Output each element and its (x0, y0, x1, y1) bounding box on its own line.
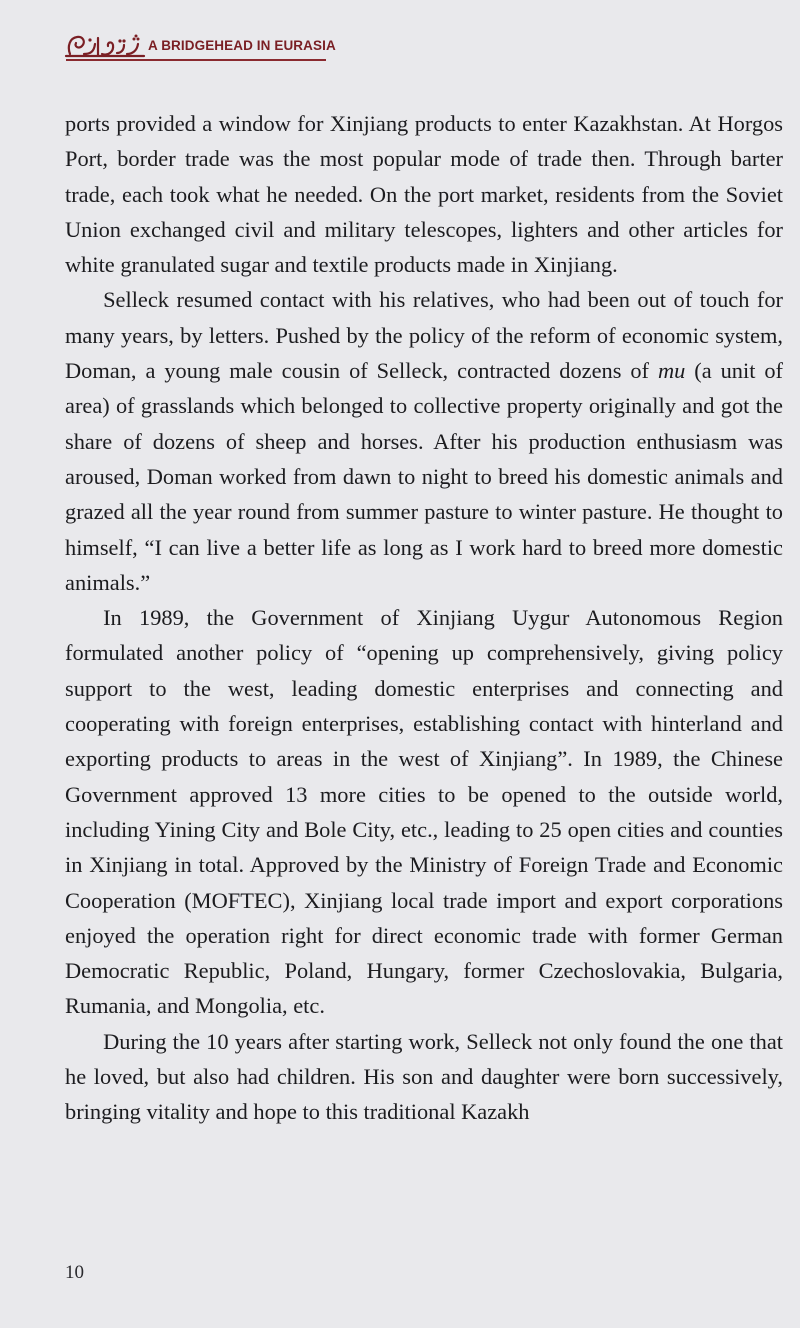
paragraph-1 (65, 106, 783, 282)
italic-term: mu (657, 358, 686, 384)
paragraph-text: Selleck resumed contact with his relatives, who had been out of touch for many years, by letters. Pushed by the policy of the reform of economic system, Doman, a young male cousin of Selleck, contracted dozens of (65, 287, 783, 384)
paragraph-text: In 1989, the Government of Xinjiang Uygur Autonomous Region formulated another policy of “opening up comprehensively, giving policy support to the west, leading domestic enterprises and connecting and cooperating with foreign enterprises, establishing contact with hinterland and exporting products to areas in the west of Xinjiang”. In 1989, the Chinese Government approved 13 more cities to be opened to the outside world, including Yining City and Bole City, etc., leading to 25 open cities and counties in Xinjiang in total. Approved by the Ministry of Foreign Trade and Economic Cooperation (MOFTEC), Xinjiang local trade import and export corporations enjoyed the operation right for direct economic trade with former German Democratic Republic, Poland, Hungary, former Czechoslovakia, Bulgaria, Rumania, and Mongolia, etc. (65, 605, 783, 1019)
xinjiang-calligraphy-logo-icon (64, 32, 146, 60)
body-text (65, 106, 783, 1130)
paragraph-2 (65, 282, 783, 600)
series-title: A BRIDGEHEAD IN EURASIA (148, 38, 336, 53)
paragraph-text: During the 10 years after starting work, Selleck not only found the one that he loved, but also had children. His son and daughter were born successively, bringing vitality and hope to this traditional Kazakh (65, 1028, 783, 1125)
paragraph-3 (65, 600, 783, 1024)
paragraph-4 (65, 1024, 783, 1130)
header-rule (66, 59, 326, 61)
paragraph-text: ports provided a window for Xinjiang products to enter Kazakhstan. At Horgos Port, border trade was the most popular mode of trade then. Through barter trade, each took what he needed. On the port market, residents from the Soviet Union exchanged civil and military telescopes, lighters and other articles for white granulated sugar and textile products made in Xinjiang. (65, 111, 783, 278)
page-number: 10 (65, 1262, 84, 1283)
paragraph-text: (a unit of area) of grasslands which belonged to collective property originally and got the share of dozens of sheep and horses. After his production enthusiasm was aroused, Doman worked from dawn to night to breed his domestic animals and grazed all the year round from summer pasture to winter pasture. He thought to himself, “I can live a better life as long as I work hard to breed more domestic animals.” (65, 358, 784, 595)
running-header (64, 30, 336, 62)
